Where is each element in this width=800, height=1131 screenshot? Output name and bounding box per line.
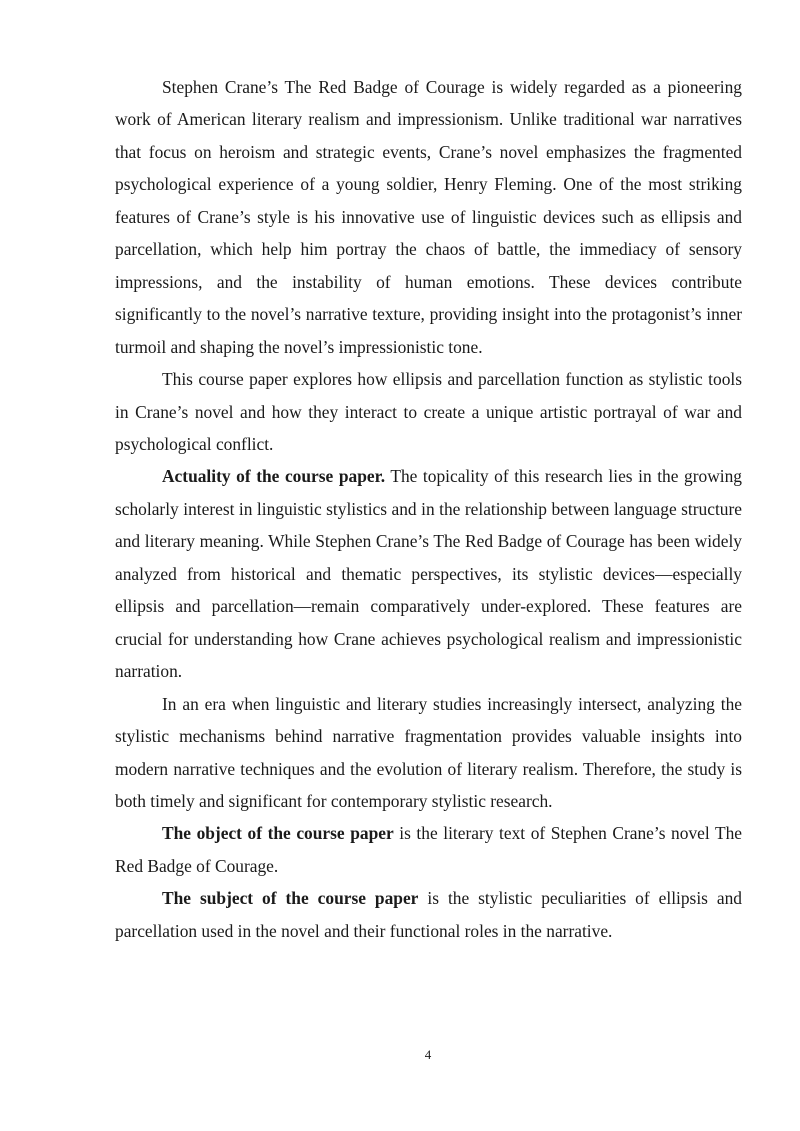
- paragraph-heading: The object of the course paper: [162, 823, 394, 844]
- paragraph-paper-aim: [115, 363, 742, 460]
- paragraph-text: is the stylistic peculiarities of ellipsis and parcellation used in the novel and their functional roles in the narrative.: [115, 888, 742, 941]
- paragraph-subject: [115, 882, 742, 947]
- paragraph-text: Stephen Crane’s The Red Badge of Courage is widely regarded as a pioneering work of American literary realism and impressionism. Unlike traditional war narratives that focus on heroism and strategic events, Crane’s novel emphasizes the fragmented psychological experience of a young soldier, Henry Fleming. One of the most striking features of Crane’s style is his innovative use of linguistic devices such as ellipsis and parcellation, which help him portray the chaos of battle, the immediacy of sensory impressions, and the instability of human emotions. These devices contribute significantly to the novel’s narrative texture, providing insight into the protagonist’s inner turmoil and shaping the novel’s impressionistic tone.: [115, 77, 742, 357]
- paragraph-object: [115, 817, 742, 882]
- paragraph-heading: The subject of the course paper: [162, 888, 419, 909]
- paragraph-text: The topicality of this research lies in the growing scholarly interest in linguistic stylistics and in the relationship between language structure and literary meaning. While Stephen Crane’s The Red Badge of Courage has been widely analyzed from historical and thematic perspectives, its stylistic devices—especially ellipsis and parcellation—remain comparatively under-explored. These features are crucial for understanding how Crane achieves psychological realism and impressionistic narration.: [115, 466, 743, 682]
- paragraph-introduction: [115, 71, 742, 363]
- paragraph-significance: [115, 688, 742, 818]
- paragraph-text: is the literary text of Stephen Crane’s novel The Red Badge of Courage.: [115, 823, 742, 876]
- body-text: [115, 71, 742, 947]
- paragraph-actuality: [115, 460, 742, 687]
- paragraph-heading: Actuality of the course paper.: [162, 466, 386, 487]
- page-number: 4: [424, 1047, 432, 1062]
- paragraph-text: In an era when linguistic and literary studies increasingly intersect, analyzing the stylistic mechanisms behind narrative fragmentation provides valuable insights into modern narrative techniques and the evolution of literary realism. Therefore, the study is both timely and significant for contemporary stylistic research.: [115, 693, 742, 811]
- paragraph-text: This course paper explores how ellipsis and parcellation function as stylistic tools in Crane’s novel and how they interact to create a unique artistic portrayal of war and psychological conflict.: [115, 369, 742, 454]
